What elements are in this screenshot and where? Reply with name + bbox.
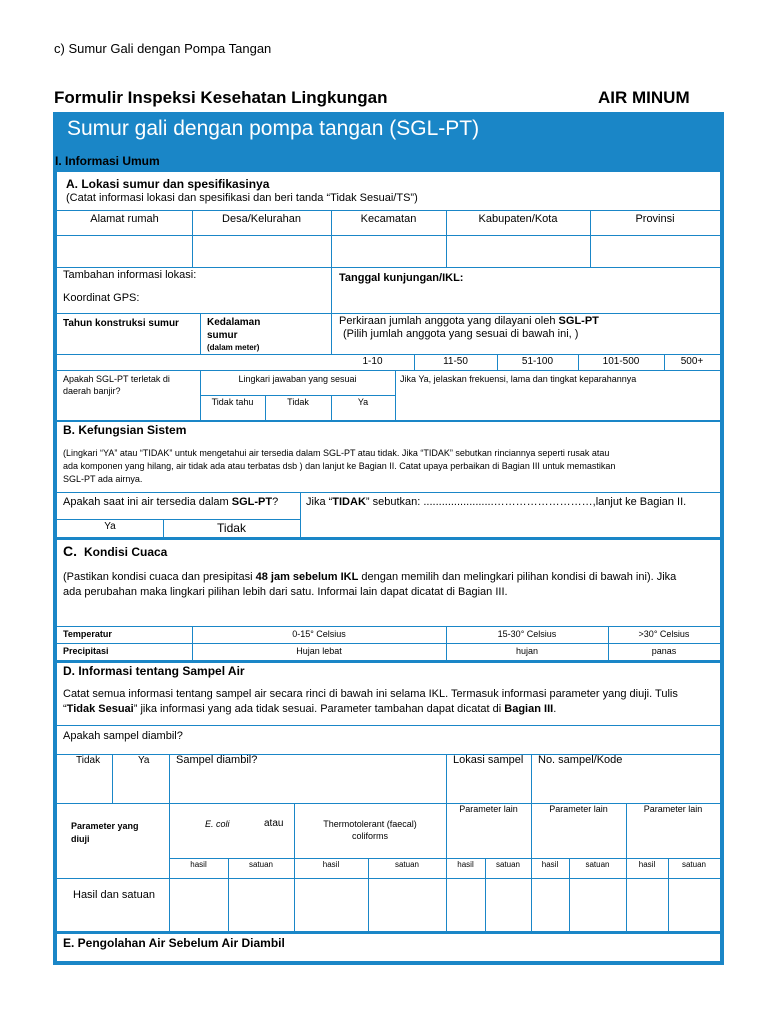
sample-code-label: No. sampel/Kode (538, 754, 623, 766)
temp-option-15-30[interactable]: 15-30° Celsius (497, 629, 557, 639)
construction-year-label: Tahun konstruksi sumur (63, 318, 179, 329)
unit-header-2: satuan (394, 860, 420, 869)
precip-option-rain[interactable]: hujan (515, 646, 539, 656)
ecoli-label: E. coli (205, 819, 230, 829)
flood-question-2: daerah banjir? (63, 386, 121, 396)
section1-title: I. Informasi Umum (55, 154, 160, 168)
precip-option-hot[interactable]: panas (651, 646, 677, 656)
province-field[interactable] (591, 236, 719, 266)
depth-label-3: (dalam meter) (207, 343, 260, 352)
flood-option-no[interactable]: Tidak (287, 397, 309, 407)
param-tested-label-2: diuji (71, 834, 90, 844)
temp-option-0-15[interactable]: 0-15° Celsius (292, 629, 346, 639)
param-other-3: Parameter lain (643, 804, 703, 814)
precip-option-heavy-rain[interactable]: Hujan lebat (296, 646, 342, 656)
range-1-10[interactable]: 1-10 (362, 356, 383, 367)
address-field[interactable] (58, 236, 191, 266)
thermotolerant-label-2: coliforms (351, 831, 388, 841)
section-b-note-1: (Lingkari “YA” atau “TIDAK” untuk mengetahui air tersedia dalam SGL-PT atau tidak. Jika “TIDAK” sebutkan rinciannya seperti rusak atau (63, 448, 610, 458)
section-d-title: D. Informasi tentang Sampel Air (63, 664, 245, 678)
section-b-note-2: ada komponen yang hilang, air tidak ada atau terbatas dsb ) dan lanjut ke Bagian II. Catat upaya perbaikan di Bagian III untuk memastikan (63, 461, 616, 471)
sample-yes-option[interactable]: Ya (138, 755, 150, 766)
depth-label-1: Kedalaman (207, 317, 261, 328)
col-province: Provinsi (635, 213, 675, 225)
result-header-4: hasil (541, 860, 559, 869)
flood-option-unknown[interactable]: Tidak tahu (211, 397, 254, 407)
col-address: Alamat rumah (90, 213, 159, 225)
sample-taken-label: Sampel diambil? (176, 754, 258, 766)
param-tested-label-1: Parameter yang (71, 821, 139, 831)
col-district: Kecamatan (360, 213, 417, 225)
section-d-note-2: “Tidak Sesuai” jika informasi yang ada tidak sesuai. Parameter tambahan dapat dicatat di Bagian III. (63, 703, 557, 715)
circle-answer-label: Lingkari jawaban yang sesuai (238, 374, 357, 384)
members-label: Perkiraan jumlah anggota yang dilayani oleh SGL-PT (339, 315, 599, 327)
banner-title: Sumur gali dengan pompa tangan (SGL-PT) (67, 117, 480, 140)
result-header-1: hasil (190, 860, 207, 869)
param-other-2: Parameter lain (549, 804, 608, 814)
members-instruction: (Pilih jumlah anggota yang sesuai di bawah ini, ) (343, 328, 579, 340)
visit-date-label: Tanggal kunjungan/IKL: (339, 272, 464, 284)
district-field[interactable] (332, 236, 445, 266)
gps-label: Koordinat GPS: (63, 292, 140, 304)
range-11-50[interactable]: 11-50 (443, 356, 468, 367)
sample-question: Apakah sampel diambil? (63, 730, 183, 742)
temperature-label: Temperatur (63, 629, 112, 639)
range-500-plus[interactable]: 500+ (680, 356, 704, 367)
unit-header-4: satuan (585, 860, 610, 869)
result-header-5: hasil (638, 860, 656, 869)
or-label: atau (264, 818, 284, 829)
section-e-title: E. Pengolahan Air Sebelum Air Diambil (63, 936, 285, 950)
section-a-title: A. Lokasi sumur dan spesifikasinya (66, 177, 270, 191)
water-available-question: Apakah saat ini air tersedia dalam SGL-PT? (63, 496, 279, 508)
form-category: AIR MINUM (598, 88, 690, 107)
top-label: c) Sumur Gali dengan Pompa Tangan (54, 41, 272, 56)
extra-location-label: Tambahan informasi lokasi: (63, 269, 197, 281)
section-c-note-2: ada perubahan maka lingkari pilihan lebih dari satu. Informai lain dapat dicatat di Bagian III. (63, 586, 508, 598)
section-b-note-3: SGL-PT ada airnya. (63, 474, 143, 484)
if-no-details: Jika “TIDAK” sebutkan: .......................………………………,lanjut ke Bagian II. (306, 496, 687, 508)
result-header-3: hasil (457, 860, 474, 869)
water-no-option[interactable]: Tidak (217, 521, 246, 535)
flood-question-1: Apakah SGL-PT terletak di (63, 374, 170, 384)
section-c-title: Kondisi Cuaca (84, 545, 168, 559)
section-d-note-1: Catat semua informasi tentang sampel air secara rinci di bawah ini selama IKL. Termasuk informasi parameter yang diuji. Tulis (63, 688, 678, 700)
unit-header-5: satuan (681, 860, 707, 869)
unit-header-3: satuan (495, 860, 521, 869)
regency-field[interactable] (447, 236, 589, 266)
flood-details-label: Jika Ya, jelaskan frekuensi, lama dan tingkat keparahannya (400, 374, 637, 384)
section-c-note-1: (Pastikan kondisi cuaca dan presipitasi 48 jam sebelum IKL dengan memilih dan melingkari pilihan kondisi di bawah ini). Jika (63, 571, 677, 583)
depth-label-2: sumur (207, 330, 238, 341)
sample-location-label: Lokasi sampel (453, 754, 524, 766)
range-51-100[interactable]: 51-100 (521, 356, 554, 367)
result-header-2: hasil (322, 860, 340, 869)
col-regency: Kabupaten/Kota (478, 213, 558, 225)
section-a-note: (Catat informasi lokasi dan spesifikasi dan beri tanda “Tidak Sesuai/TS”) (66, 192, 418, 204)
precipitation-label: Precipitasi (63, 646, 109, 656)
result-and-unit-label: Hasil dan satuan (73, 889, 155, 901)
water-yes-option[interactable]: Ya (104, 521, 116, 532)
unit-header-1: satuan (248, 860, 274, 869)
param-other-1: Parameter lain (459, 804, 518, 814)
sample-no-option[interactable]: Tidak (76, 755, 101, 766)
section-b-title: B. Kefungsian Sistem (63, 423, 187, 437)
temp-option-30-plus[interactable]: >30° Celsius (638, 629, 690, 639)
range-101-500[interactable]: 101-500 (602, 356, 640, 367)
col-village: Desa/Kelurahan (222, 213, 301, 225)
village-field[interactable] (193, 236, 330, 266)
thermotolerant-label-1: Thermotolerant (faecal) (323, 819, 417, 829)
flood-option-yes[interactable]: Ya (357, 397, 369, 407)
section-c-letter: C. (63, 543, 77, 559)
form-title: Formulir Inspeksi Kesehatan Lingkungan (54, 88, 388, 107)
